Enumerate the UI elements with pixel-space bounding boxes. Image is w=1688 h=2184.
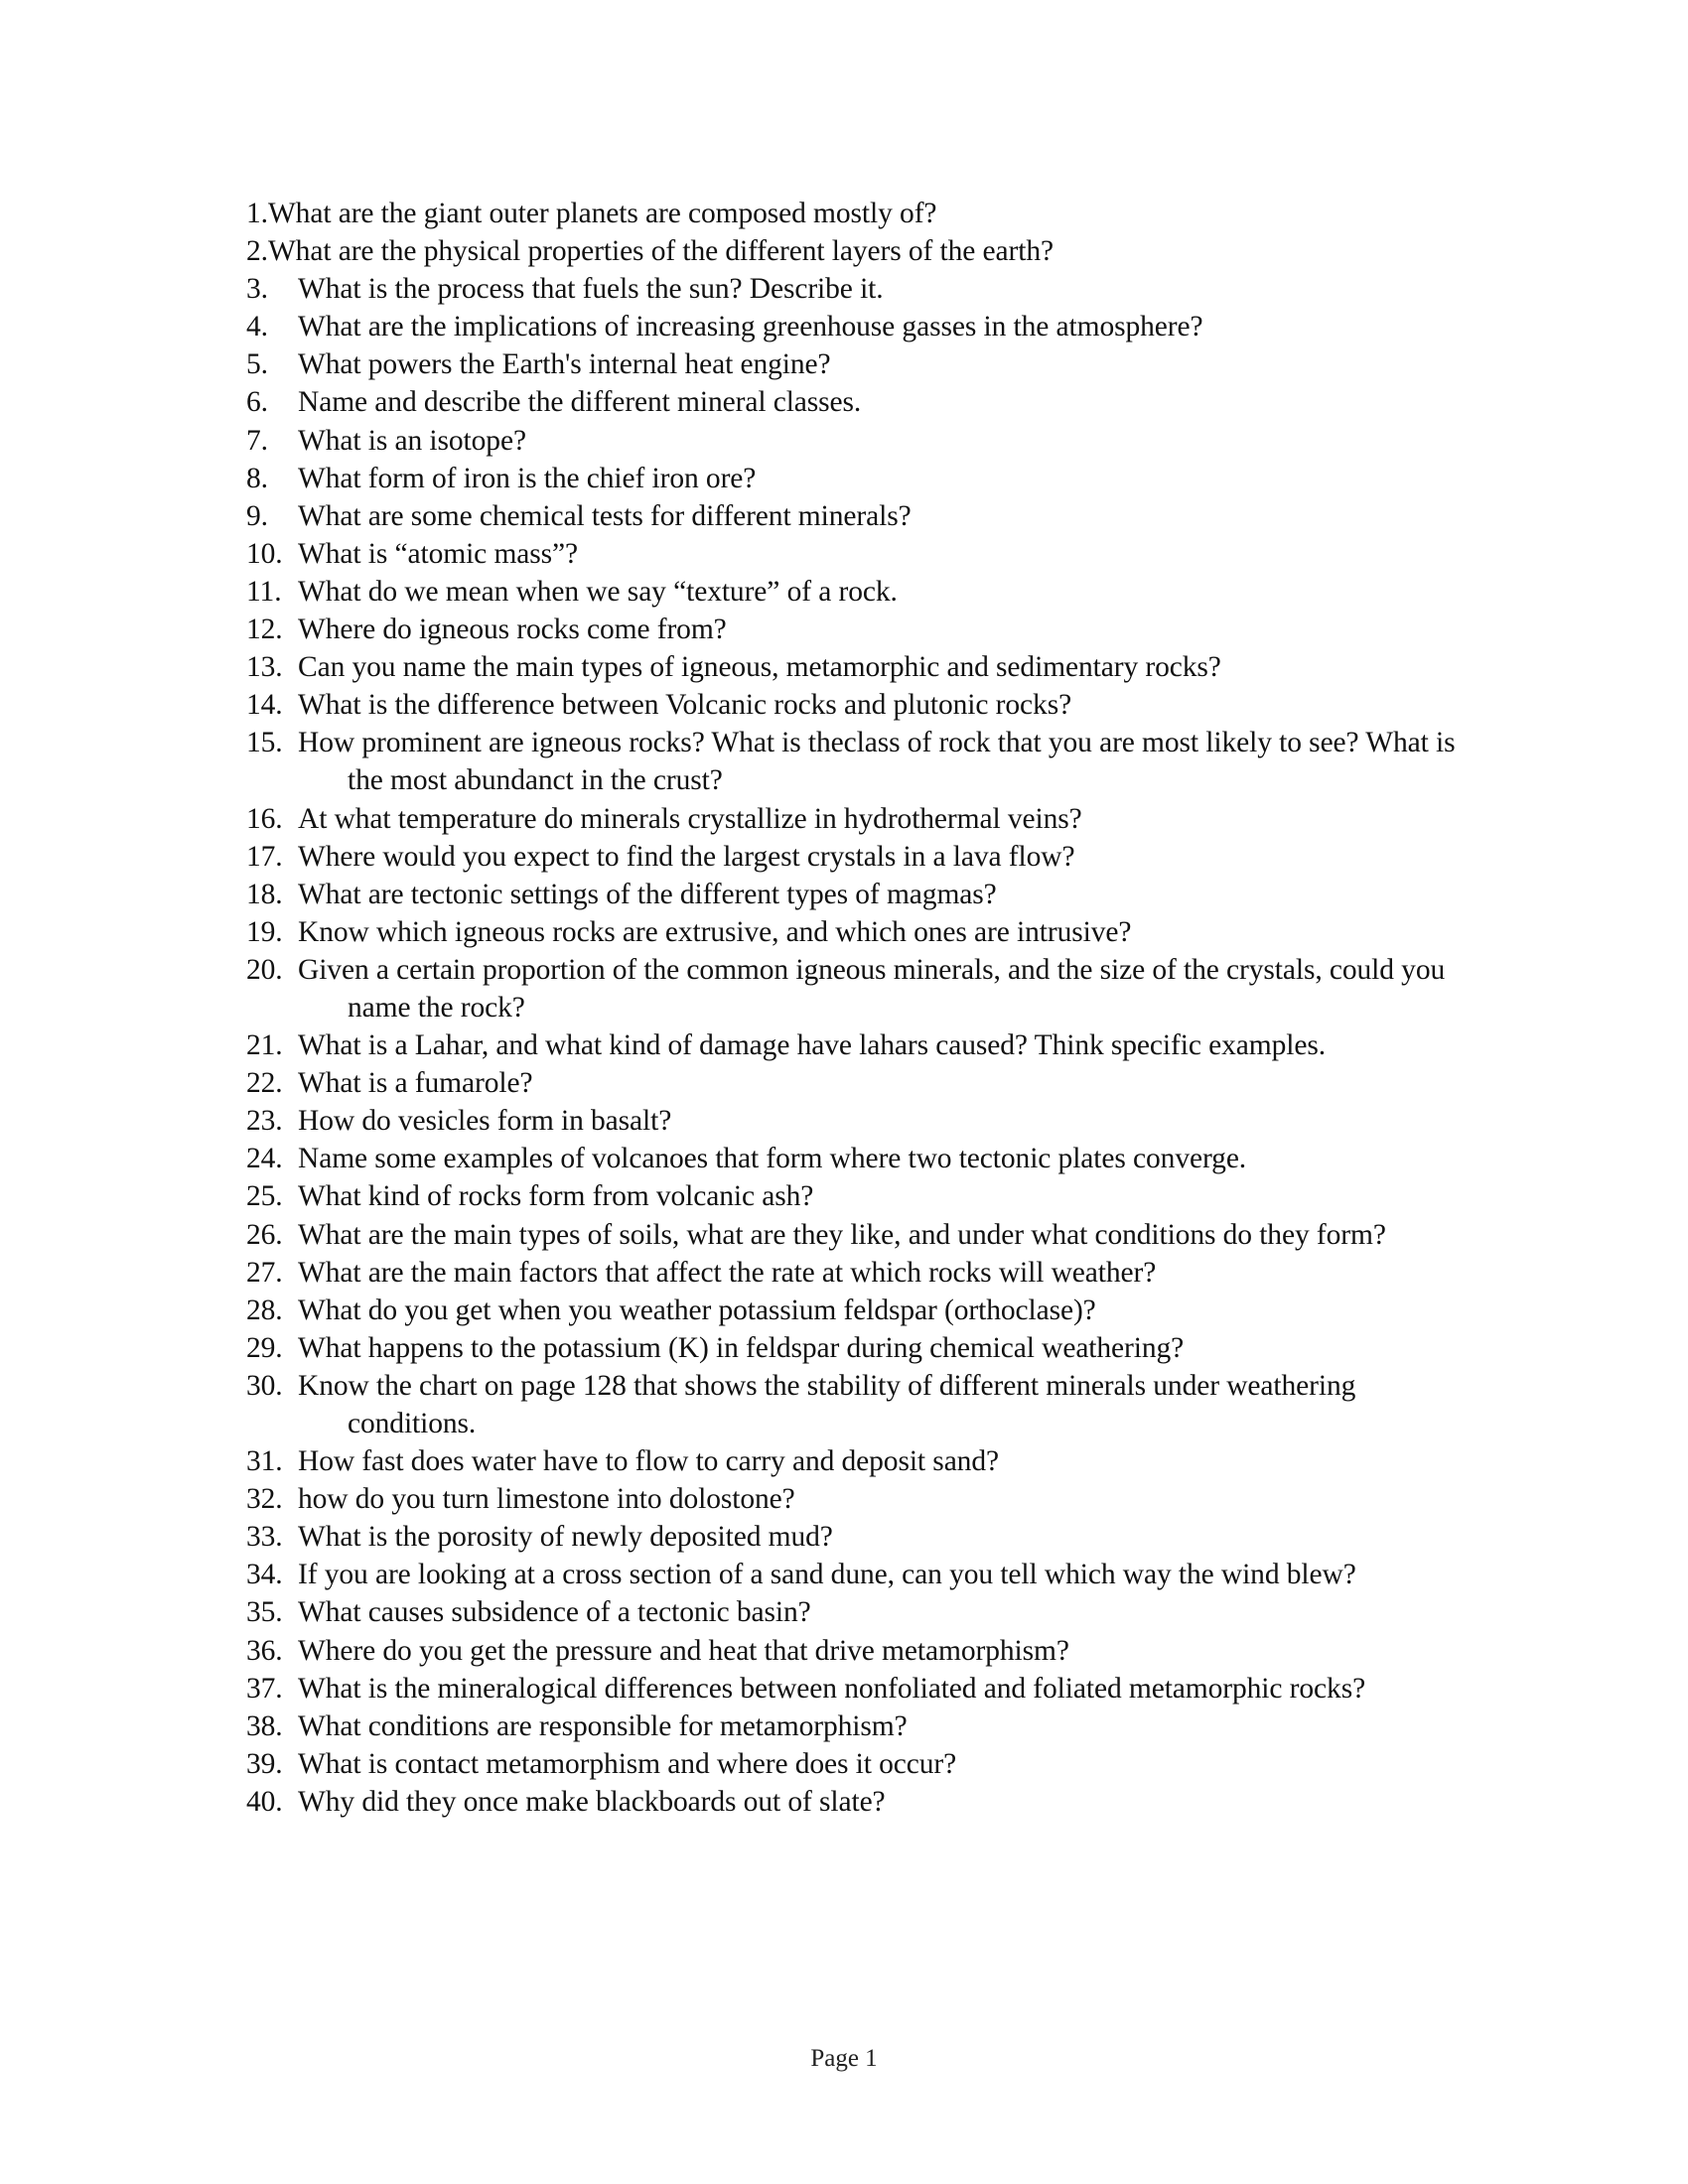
question-number: 24. <box>246 1143 283 1175</box>
question-text: Where would you expect to find the largest crystals in a lava flow? <box>298 840 1075 873</box>
question-text: If you are looking at a cross section of a sand dune, can you tell which way the wind blew? <box>298 1559 1356 1591</box>
question-item <box>246 195 1487 232</box>
question-number: 1. <box>246 198 268 229</box>
question-text: What is the difference between Volcanic rocks and plutonic rocks? <box>298 689 1072 722</box>
question-text: How prominent are igneous rocks? What is theclass of rock that you are most likely to see? What is the most abundanct in the crust? <box>298 727 1456 797</box>
question-item <box>246 1480 1487 1518</box>
question-item <box>246 1292 1487 1329</box>
question-number: 9. <box>246 499 268 532</box>
question-text: What kind of rocks form from volcanic ash? <box>298 1180 814 1213</box>
question-item <box>246 876 1487 913</box>
question-number: 23. <box>246 1105 283 1138</box>
question-text: Name and describe the different mineral classes. <box>298 386 862 419</box>
question-item <box>246 800 1487 838</box>
question-number: 3. <box>246 273 268 306</box>
question-item <box>246 1632 1487 1670</box>
question-number: 4. <box>246 311 268 343</box>
question-number: 35. <box>246 1596 283 1629</box>
question-number: 2. <box>246 235 268 268</box>
question-text: What causes subsidence of a tectonic basin? <box>298 1596 811 1629</box>
question-text: At what temperature do minerals crystallize in hydrothermal veins? <box>298 802 1082 835</box>
question-text: How fast does water have to flow to carry and deposit sand? <box>298 1445 999 1478</box>
question-item <box>246 535 1487 573</box>
question-text: What happens to the potassium (K) in feldspar during chemical weathering? <box>298 1331 1185 1364</box>
question-item <box>246 1556 1487 1593</box>
question-number: 16. <box>246 802 283 835</box>
question-text: Given a certain proportion of the common igneous minerals, and the size of the crystals, could you name the rock? <box>298 953 1446 1024</box>
question-item <box>246 1783 1487 1821</box>
question-number: 14. <box>246 689 283 722</box>
question-number: 38. <box>246 1709 283 1742</box>
question-number: 18. <box>246 878 283 910</box>
question-text: Know which igneous rocks are extrusive, and which ones are intrusive? <box>298 915 1132 948</box>
question-number: 34. <box>246 1559 283 1591</box>
question-number: 28. <box>246 1294 283 1326</box>
question-item <box>246 308 1487 345</box>
question-item <box>246 1367 1487 1442</box>
question-text: What form of iron is the chief iron ore? <box>298 462 757 494</box>
question-list <box>246 195 1487 1821</box>
question-text: What is the porosity of newly deposited mud? <box>298 1521 833 1554</box>
question-item <box>246 611 1487 648</box>
question-text: What do we mean when we say “texture” of a rock. <box>298 575 898 608</box>
question-item <box>246 951 1487 1026</box>
question-item <box>246 460 1487 497</box>
question-number: 31. <box>246 1445 283 1478</box>
question-text: What are the main factors that affect the rate at which rocks will weather? <box>298 1256 1157 1289</box>
question-text: What are some chemical tests for different minerals? <box>298 499 912 532</box>
question-text: What are the main types of soils, what are they like, and under what conditions do they form? <box>298 1218 1386 1251</box>
question-number: 8. <box>246 462 268 494</box>
question-text: What is an isotope? <box>298 424 526 457</box>
question-item <box>246 1026 1487 1064</box>
question-item <box>246 1707 1487 1745</box>
question-item <box>246 1254 1487 1292</box>
question-item <box>246 1102 1487 1140</box>
question-number: 37. <box>246 1672 283 1705</box>
question-number: 27. <box>246 1256 283 1289</box>
question-item <box>246 1745 1487 1783</box>
question-text: What is contact metamorphism and where does it occur? <box>298 1747 957 1780</box>
question-number: 21. <box>246 1029 283 1062</box>
question-item <box>246 1442 1487 1480</box>
question-text: What is the process that fuels the sun? Describe it. <box>298 273 884 306</box>
question-item <box>246 1216 1487 1254</box>
question-number: 19. <box>246 915 283 948</box>
question-item <box>246 383 1487 421</box>
question-item <box>246 913 1487 951</box>
question-item <box>246 345 1487 383</box>
question-item <box>246 1518 1487 1556</box>
question-number: 12. <box>246 614 283 646</box>
question-item <box>246 573 1487 611</box>
question-text: What are the implications of increasing greenhouse gasses in the atmosphere? <box>298 311 1203 343</box>
question-number: 11. <box>246 575 282 608</box>
question-number: 39. <box>246 1747 283 1780</box>
question-item <box>246 1064 1487 1102</box>
question-text: Name some examples of volcanoes that form where two tectonic plates converge. <box>298 1143 1247 1175</box>
question-text: What is a Lahar, and what kind of damage have lahars caused? Think specific examples. <box>298 1029 1326 1062</box>
question-number: 36. <box>246 1634 283 1667</box>
question-text: Can you name the main types of igneous, metamorphic and sedimentary rocks? <box>298 651 1221 684</box>
question-text: What is a fumarole? <box>298 1067 533 1100</box>
question-item <box>246 1140 1487 1177</box>
question-text: What is “atomic mass”? <box>298 537 579 570</box>
question-text: Why did they once make blackboards out of slate? <box>298 1785 886 1818</box>
question-number: 15. <box>246 727 283 759</box>
question-item <box>246 232 1487 270</box>
question-text: Where do you get the pressure and heat that drive metamorphism? <box>298 1634 1069 1667</box>
question-number: 13. <box>246 651 283 684</box>
question-text: What is the mineralogical differences between nonfoliated and foliated metamorphic rocks? <box>298 1672 1366 1705</box>
question-text: Know the chart on page 128 that shows the stability of different minerals under weathering conditions. <box>298 1369 1356 1439</box>
question-item <box>246 1177 1487 1215</box>
question-text: Where do igneous rocks come from? <box>298 614 727 646</box>
question-number: 10. <box>246 537 283 570</box>
question-number: 32. <box>246 1483 283 1516</box>
question-number: 22. <box>246 1067 283 1100</box>
question-number: 5. <box>246 348 268 381</box>
question-text: What powers the Earth's internal heat engine? <box>298 348 831 381</box>
question-text: What conditions are responsible for metamorphism? <box>298 1709 908 1742</box>
question-item <box>246 270 1487 308</box>
question-item <box>246 686 1487 724</box>
question-number: 26. <box>246 1218 283 1251</box>
question-number: 30. <box>246 1369 283 1402</box>
question-number: 25. <box>246 1180 283 1213</box>
question-item <box>246 497 1487 535</box>
question-text: how do you turn limestone into dolostone? <box>298 1483 795 1516</box>
question-item <box>246 648 1487 686</box>
question-number: 40. <box>246 1785 283 1818</box>
question-text: What are the giant outer planets are composed mostly of? <box>267 198 937 229</box>
question-number: 20. <box>246 953 283 986</box>
question-text: What do you get when you weather potassium feldspar (orthoclase)? <box>298 1294 1096 1326</box>
question-number: 29. <box>246 1331 283 1364</box>
question-number: 33. <box>246 1521 283 1554</box>
question-item <box>246 1593 1487 1631</box>
question-item <box>246 1329 1487 1367</box>
question-number: 6. <box>246 386 268 419</box>
question-item <box>246 724 1487 799</box>
question-item <box>246 422 1487 460</box>
page-number: Page 1 <box>810 2045 878 2072</box>
question-item <box>246 1670 1487 1707</box>
question-text: What are tectonic settings of the different types of magmas? <box>298 878 997 910</box>
question-text: What are the physical properties of the different layers of the earth? <box>267 235 1054 268</box>
question-number: 7. <box>246 424 268 457</box>
question-number: 17. <box>246 840 283 873</box>
question-item <box>246 838 1487 876</box>
question-text: How do vesicles form in basalt? <box>298 1105 672 1138</box>
